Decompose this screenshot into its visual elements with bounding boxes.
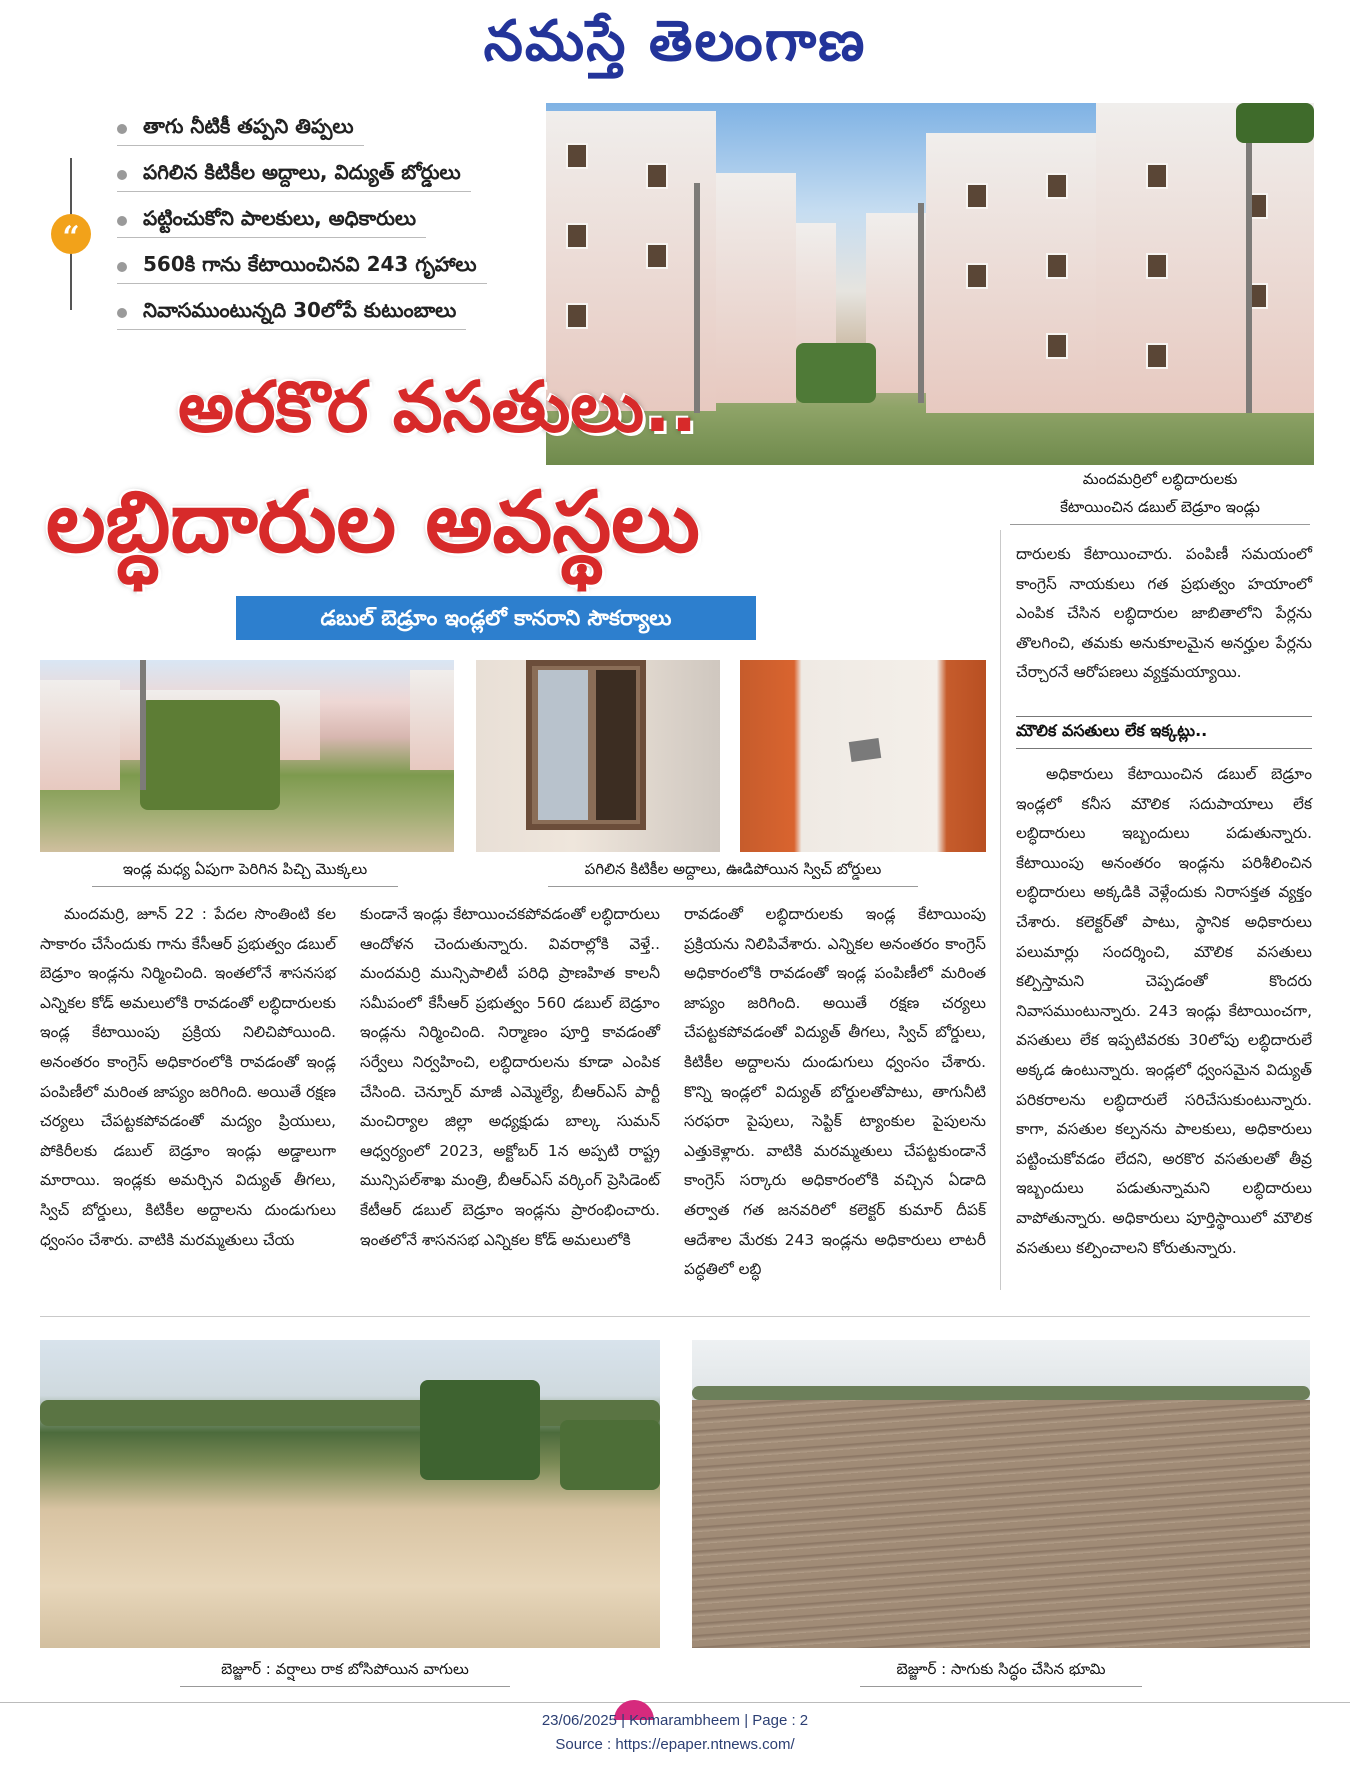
section-subheading: మౌలిక వసతులు లేక ఇక్కట్లు.. [1016, 716, 1312, 749]
highlight-item [117, 158, 471, 192]
bullet-dot-icon [117, 124, 127, 134]
headline-line-2: లబ్ధిదారుల అవస్థలు [46, 473, 700, 571]
highlight-item [117, 296, 466, 330]
highlight-text: తాగు నీటికీ తప్పని తిప్పలు [143, 114, 354, 138]
caption-broken-fittings: పగిలిన కిటికీల అద్దాలు, ఊడిపోయిన స్విచ్ బోర్డులు [548, 860, 918, 887]
highlight-text: పగిలిన కిటికీల అద్దాలు, విద్యుత్ బోర్డులు [143, 160, 461, 184]
article-column-2: కుండానే ఇండ్లు కేటాయించకపోవడంతో లబ్ధిదారులు ఆందోళన చెందుతున్నారు. వివరాల్లోకి వెళ్తే.. మందమర్రి మున్సిపాలిటీ పరిధి ప్రాణహిత కాలనీ సమీపంలో కేసీఆర్ ప్రభుత్వం 560 డబుల్ బెడ్రూం ఇండ్లను నిర్మించింది. నిర్మాణం పూర్తి కావడంతో సర్వేలు నిర్వహించి, లబ్ధిదారులను కూడా ఎంపిక చేసింది. చెన్నూర్ మాజీ ఎమ్మెల్యే, బీఆర్ఎస్ పార్టీ మంచిర్యాల జిల్లా అధ్యక్షుడు బాల్క సుమన్ ఆధ్వర్యంలో 2023, అక్టోబర్ 1న అప్పటి రాష్ట్ర మున్సిపల్‌శాఖ మంత్రి, బీఆర్ఎస్ వర్కింగ్ ప్రెసిడెంట్ కేటీఆర్ డబుల్ బెడ్రూం ఇండ్లను ప్రారంభించారు. ఇంతలోనే శాసనసభ ఎన్నికల కోడ్ అమలులోకి [360, 905, 660, 1249]
photo-removed-switchboard [740, 660, 986, 852]
bullet-dot-icon [117, 170, 127, 180]
highlight-text: 560కి గాను కేటాయించినవి 243 గృహాలు [143, 252, 477, 276]
article-column-4-top: దారులకు కేటాయించారు. పంపిణీ సమయంలో కాంగ్రెస్ నాయకులు గత ప్రభుత్వం హయాంలో ఎంపిక చేసిన లబ్ధిదారుల జాబితాలోని పేర్లను తొలగించి, తమకు అనుకూలమైన అనర్హుల పేర్లను చేర్చారనే ఆరోపణలు వ్యక్తమయ్యాయి. [1016, 545, 1312, 682]
photo-broken-window [476, 660, 720, 852]
photo-overgrown-plants [40, 660, 454, 852]
highlight-text: పట్టించుకోని పాలకులు, అధికారులు [143, 206, 417, 230]
photo-dry-stream [40, 1340, 660, 1648]
footer-rule [0, 1702, 1350, 1703]
caption-ploughed-land: బెజ్జూర్ : సాగుకు సిద్ధం చేసిన భూమి [860, 1660, 1142, 1687]
highlight-item [117, 250, 487, 284]
caption-dry-stream: బెజ్జూర్ : వర్షాలు రాక బోసిపోయిన వాగులు [180, 1660, 510, 1687]
headline-line-1: అరకొర వసతులు.. [178, 366, 698, 448]
article-column-3: రావడంతో లబ్ధిదారులకు ఇండ్ల కేటాయింపు ప్రక్రియను నిలిపివేశారు. ఎన్నికల అనంతరం కాంగ్రెస్ అధికారంలోకి రావడంతో ఇండ్ల పంపిణీలో మరింత జాప్యం జరిగింది. అయితే రక్షణ చర్యలు చేపట్టకపోవడంతో విద్యుత్ తీగలు, స్విచ్ బోర్డులు, కిటికీల అద్దాలను దుండుగులు ధ్వంసం చేశారు. కొన్ని ఇండ్లలో విద్యుత్ బోర్డులతోపాటు, తాగునీటి సరఫరా పైపులు, సెప్టిక్ ట్యాంకుల పైపులను ఎత్తుకెళ్లారు. వాటికి మరమ్మతులు చేపట్టకుండానే కాంగ్రెస్ సర్కారు అధికారంలోకి వచ్చిన ఏడాది తర్వాత గత జనవరిలో కలెక్టర్ కుమార్ దీపక్ ఆదేశాల మేరకు 243 ఇండ్లను అధికారులు లాటరీ పద్ధతిలో లబ్ధి [684, 905, 986, 1279]
footer-source: Source : https://epaper.ntnews.com/ [555, 1736, 795, 1753]
footer-date-edition: 23/06/2025 | Komarambheem | Page : 2 [541, 1712, 809, 1729]
subheadline-banner: డబుల్ బెడ్రూం ఇండ్లలో కానరాని సౌకర్యాలు [236, 596, 756, 640]
quote-icon: “ [51, 214, 91, 254]
caption-plants: ఇండ్ల మధ్య ఏపుగా పెరిగిన పిచ్చి మొక్కలు [92, 860, 398, 887]
hero-caption-line1: మందమర్రిలో లబ్ధిదారులకు [1082, 470, 1238, 488]
hero-caption-line2: కేటాయించిన డబుల్ బెడ్రూం ఇండ్లు [1010, 498, 1310, 525]
article-column-4-bottom: అధికారులు కేటాయించిన డబుల్ బెడ్రూం ఇండ్లలో కనీస మౌలిక సదుపాయాలు లేక లబ్ధిదారులు ఇబ్బందులు పడుతున్నారు. కేటాయింపు అనంతరం ఇండ్లను పరిశీలించిన లబ్ధిదారులు అక్కడికి వెళ్లేందుకు నిరాసక్తత వ్యక్తం చేశారు. కలెక్టర్‌తో పాటు, స్థానిక అధికారులు పలుమార్లు సందర్శించి, మౌలిక వసతులు కల్పిస్తామని చెప్పడంతో కొందరు నివాసముంటున్నారు. 243 ఇండ్లు కేటాయించగా, వసతులు లేక ఇప్పటివరకు 30లోపు లబ్ధిదారులే అక్కడ ఉంటున్నారు. ఇండ్లలో ధ్వంసమైన విద్యుత్ పరికరాలను లబ్ధిదారులే సరిచేసుకుంటున్నారు. కాగా, వసతుల కల్పనను పాలకులు, అధికారులు పట్టించుకోవడం లేదని, అరకొర వసతులతో తీవ్ర ఇబ్బందులు పడుతున్నామని లబ్ధిదారులు వాపోతున్నారు. అధికారులు పూర్తిస్థాయిలో మౌలిక వసతులు కల్పించాలని కోరుతున్నారు. [1016, 765, 1312, 1257]
photo-ploughed-land [692, 1340, 1310, 1648]
bullet-dot-icon [117, 216, 127, 226]
highlight-item [117, 112, 364, 146]
article-column-1: మందమర్రి, జూన్ 22 : పేదల సొంతింటి కల సాకారం చేసేందుకు గాను కేసీఆర్ ప్రభుత్వం డబుల్ బెడ్రూం ఇండ్లను నిర్మించింది. ఇంతలోనే శాసనసభ ఎన్నికల కోడ్ అమలులోకి రావడంతో లబ్ధిదారులకు ఇండ్ల కేటాయింపు ప్రక్రియ నిలిచిపోయింది. అనంతరం కాంగ్రెస్ అధికారంలోకి రావడంతో ఇండ్ల పంపిణీలో మరింత జాప్యం జరిగింది. అయితే రక్షణ చర్యలు చేపట్టకపోవడంతో మద్యం ప్రియులు, పోకిరీలకు డబుల్ బెడ్రూం ఇండ్లు అడ్డాలుగా మారాయి. ఇండ్లకు అమర్చిన విద్యుత్ తీగలు, స్విచ్ బోర్డులు, కిటికీల అద్దాలను దుండుగులు ధ్వంసం చేశారు. వాటికి మరమ్మతులు చేయ [40, 905, 336, 1249]
section-rule [40, 1316, 1310, 1317]
bullet-dot-icon [117, 262, 127, 272]
highlight-text: నివాసముంటున్నది 30లోపే కుటుంబాలు [143, 298, 457, 322]
masthead-logo: నమస్తే తెలంగాణ [483, 8, 867, 74]
column-rule [1000, 530, 1001, 1290]
highlight-item [117, 204, 426, 238]
bullet-dot-icon [117, 308, 127, 318]
